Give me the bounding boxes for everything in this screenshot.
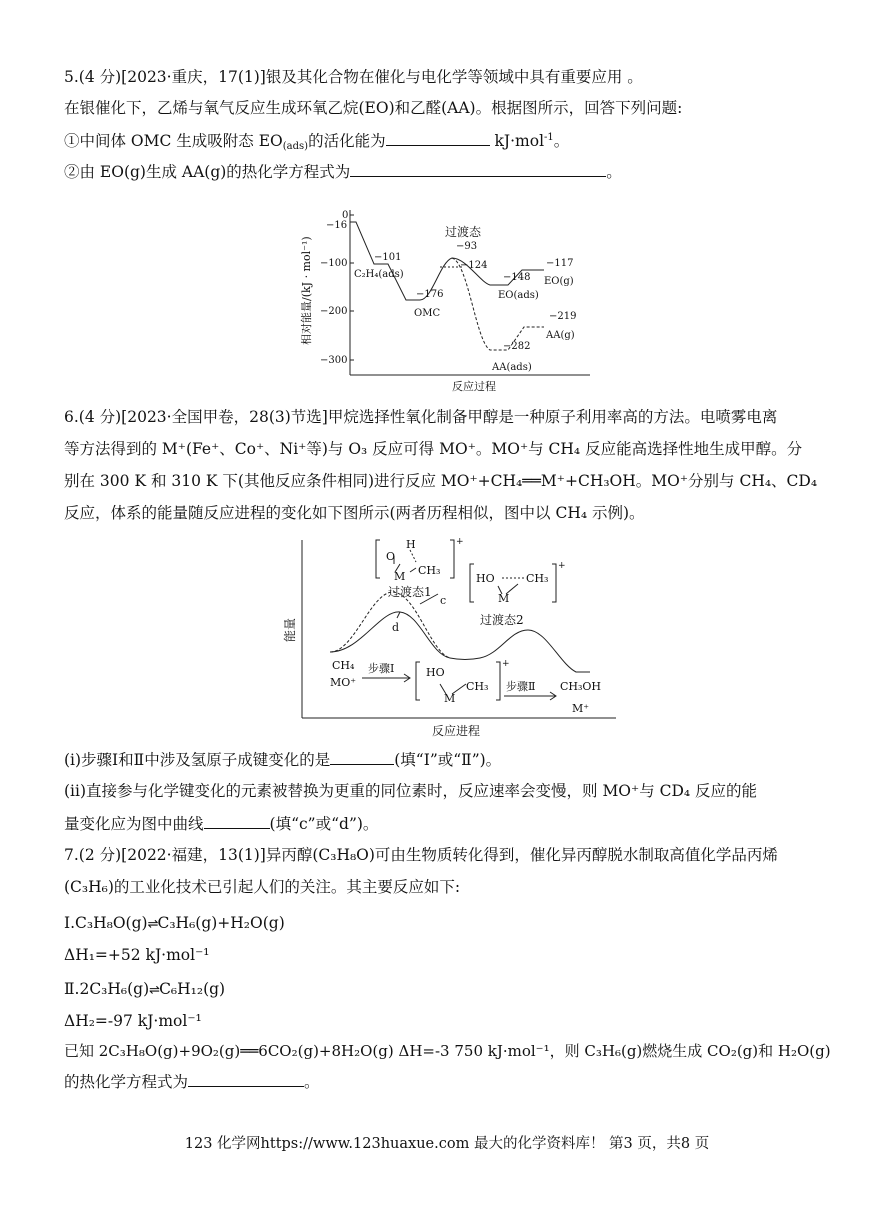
q7-reaction-1: Ⅰ.C₃H₈O(g)⇌C₃H₆(g)+H₂O(g) [64, 914, 285, 932]
energy-label: −282 [503, 341, 531, 352]
q7-line-1: 7.(2 分)[2022·福建，13(1)]异丙醇(C₃H₈O)可由生物质转化得到，催化异丙醇脱水制取高值化学品丙烯 [64, 846, 778, 864]
species-label: EO(g) [544, 276, 574, 287]
energy-label: −117 [546, 258, 574, 269]
energy-profile-figure-2 [270, 534, 630, 746]
atom-label: H [406, 538, 416, 551]
q5-question-2: ②由 EO(g)生成 AA(g)的热化学方程式为 。 [64, 160, 622, 183]
step-1-label: 步骤Ⅰ [368, 662, 395, 675]
species-label: MO⁺ [330, 676, 357, 689]
energy-label: −16 [326, 220, 348, 231]
answer-blank[interactable] [188, 1070, 304, 1087]
q5-heading: 5.(4 分)[2023·重庆，17(1)]银及其化合物在催化与电化学等领域中具有重要应用 。 [64, 68, 643, 86]
atom-label: CH₃ [418, 564, 441, 577]
q6-line-1: 6.(4 分)[2023·全国甲卷，28(3)节选]甲烷选择性氧化制备甲醇是一种原子利用率高的方法。电喷雾电离 [64, 408, 778, 426]
energy-label: −148 [503, 272, 531, 283]
energy-label: −93 [456, 241, 478, 252]
curve-d-label: d [392, 621, 400, 634]
energy-profile-figure-1 [290, 200, 610, 400]
energy-label: −124 [460, 260, 488, 271]
ytick-label: −100 [320, 258, 348, 269]
answer-blank[interactable] [386, 129, 490, 146]
q7-known: 已知 2C₃H₈O(g)+9O₂(g)══6CO₂(g)+8H₂O(g) ΔH=-3 750 kJ·mol⁻¹，则 C₃H₆(g)燃烧生成 CO₂(g)和 H₂O(g) [64, 1042, 831, 1060]
species-label: EO(ads) [498, 290, 539, 301]
q6-sub-question-ii-cont: 量变化应为图中曲线 (填“c”或“d”)。 [64, 812, 378, 835]
species-label: AA(g) [546, 330, 575, 341]
q7-last-line: 的热化学方程式为 。 [64, 1070, 320, 1093]
y-axis-label: 能量 [283, 617, 297, 642]
atom-label: M [444, 692, 456, 705]
energy-label: −176 [416, 289, 444, 300]
transition-state-1-label: 过渡态1 [388, 585, 432, 599]
q7-dh2: ΔH₂=-97 kJ·mol⁻¹ [64, 1012, 202, 1030]
atom-label: M [394, 570, 406, 583]
atom-label: M [498, 592, 510, 605]
q7-dh1: ΔH₁=+52 kJ·mol⁻¹ [64, 946, 210, 964]
ytick-label: −200 [320, 306, 348, 317]
species-label: M⁺ [572, 702, 590, 715]
x-axis-label: 反应进程 [432, 724, 481, 738]
species-label: AA(ads) [492, 362, 532, 373]
equilibrium-arrow-icon: ⇌ [149, 983, 160, 998]
atom-label: CH₃ [466, 680, 489, 693]
species-label: C₂H₄(ads) [354, 269, 404, 280]
equilibrium-arrow-icon: ⇌ [147, 917, 158, 932]
q6-line-4: 反应，体系的能量随反应进程的变化如下图所示(两者历程相似，图中以 CH₄ 示例)。 [64, 504, 645, 522]
page-footer: 123 化学网https://www.123huaxue.com 最大的化学资料库！ 第3 页，共8 页 [184, 1136, 710, 1152]
energy-label: −219 [549, 311, 577, 322]
q5-intro: 在银催化下，乙烯与氧气反应生成环氧乙烷(EO)和乙醛(AA)。根据图所示，回答下列问题: [64, 99, 683, 117]
q6-line-3: 别在 300 K 和 310 K 下(其他反应条件相同)进行反应 MO⁺+CH₄══M⁺+CH₃OH。MO⁺分别与 CH₄、CD₄ [64, 472, 818, 490]
atom-label: HO [426, 666, 445, 679]
x-axis-label: 反应过程 [452, 380, 496, 393]
charge-label: + [558, 561, 566, 571]
ytick-label: 0 [342, 210, 349, 221]
q7-reaction-2: Ⅱ.2C₃H₆(g)⇌C₆H₁₂(g) [64, 980, 226, 998]
species-label: CH₃OH [560, 680, 602, 693]
q7-line-2: (C₃H₆)的工业化技术已引起人们的关注。其主要反应如下: [64, 878, 461, 896]
charge-label: + [456, 537, 464, 547]
atom-label: CH₃ [526, 572, 549, 585]
y-axis-label: 相对能量/(kJ · mol⁻¹) [300, 236, 313, 345]
charge-label: + [502, 659, 510, 669]
step-2-label: 步骤Ⅱ [506, 680, 536, 693]
transition-state-label: 过渡态 [445, 225, 482, 239]
q6-sub-question-i: (ⅰ)步骤Ⅰ和Ⅱ中涉及氢原子成键变化的是 (填“Ⅰ”或“Ⅱ”)。 [64, 748, 501, 771]
q6-sub-question-ii: (ⅱ)直接参与化学键变化的元素被替换为更重的同位素时，反应速率会变慢，则 MO⁺与 CD₄ 反应的能 [64, 782, 758, 800]
answer-blank[interactable] [350, 160, 606, 177]
transition-state-2-label: 过渡态2 [480, 613, 524, 627]
species-label: CH₄ [332, 659, 355, 672]
energy-label: −101 [374, 252, 402, 263]
q5-question-1: ①中间体 OMC 生成吸附态 $EO_{(ads)}$的活化能为 kJ·mol$^{-1}$。 [64, 129, 569, 152]
answer-blank[interactable] [204, 812, 270, 829]
atom-label: O [386, 550, 396, 563]
atom-label: HO [476, 572, 495, 585]
curve-c-label: c [440, 594, 447, 607]
q6-line-2: 等方法得到的 M⁺(Fe⁺、Co⁺、Ni⁺等)与 O₃ 反应可得 MO⁺。MO⁺与 CH₄ 反应能高选择性地生成甲醇。分 [64, 440, 803, 458]
species-label: OMC [414, 308, 441, 319]
answer-blank[interactable] [330, 748, 394, 765]
ytick-label: −300 [320, 355, 348, 366]
